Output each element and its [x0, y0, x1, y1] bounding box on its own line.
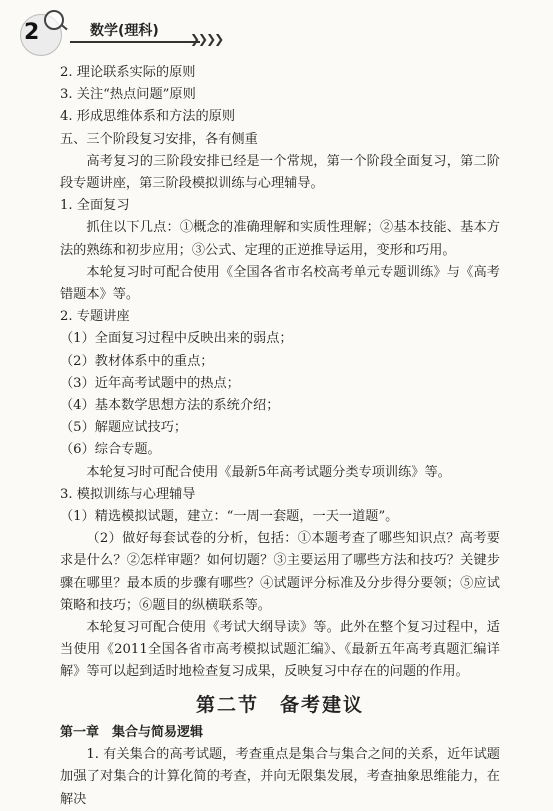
list-item: （5）解题应试技巧； [60, 420, 188, 436]
subject-title: 数学(理科) [90, 23, 159, 39]
principle-item: 4. 形成思维体系和方法的原则 [60, 109, 236, 125]
page-content [60, 62, 500, 811]
paragraph: 本轮复习可配合使用《考试大纲导读》等。此外在整个复习过程中，适当使用《2011全国各省市高考模拟试题汇编》、《最新五年高考真题汇编详解》等可以起到适时地检查复习成果，反映复习中存在的问题的作用。 [60, 620, 500, 680]
principle-item: 3. 关注“热点问题”原则 [60, 87, 196, 103]
subheading: 1. 全面复习 [60, 198, 130, 214]
magnifier-icon [44, 10, 64, 30]
list-item: （1）全面复习过程中反映出来的弱点； [60, 331, 293, 347]
page-number: 2 [24, 20, 40, 45]
subheading: 2. 专题讲座 [60, 309, 130, 325]
paragraph: 高考复习的三阶段安排已经是一个常规，第一个阶段全面复习，第二阶段专题讲座，第三阶段模拟训练与心理辅导。 [60, 153, 500, 192]
list-item: （4）基本数学思想方法的系统介绍； [60, 398, 280, 414]
chapter-title: 第一章 集合与简易逻辑 [60, 724, 204, 740]
list-item: （6）综合专题。 [60, 442, 161, 458]
paragraph: 1. 有关集合的高考试题，考查重点是集合与集合之间的关系，近年试题加强了对集合的计算化简的考查，并向无限集发展，考查抽象思维能力，在解决 [60, 747, 500, 807]
section-heading: 五、三个阶段复习安排，各有侧重 [60, 131, 258, 147]
paragraph: 抓住以下几点：①概念的准确理解和实质性理解；②基本技能、基本方法的熟练和初步应用；③公式、定理的正逆推导运用，变形和巧用。 [60, 220, 500, 258]
arrow-chevrons-icon: ❯❯❯❯ [190, 32, 223, 46]
paragraph: （2）做好每套试卷的分析，包括：①本题考查了哪些知识点？高考要求是什么？②怎样审题？如何切题？③主要运用了哪些方法和技巧？关键步骤在哪里？最本质的步骤有哪些？④试题评分标准及分步得分要领；⑤应试策略和技巧；⑥题目的纵横联系等。 [60, 531, 500, 613]
paragraph: 本轮复习时可配合使用《最新5年高考试题分类专项训练》等。 [86, 464, 451, 480]
list-item: （3）近年高考试题中的热点； [60, 375, 240, 391]
header-rule [70, 41, 200, 43]
principle-item: 2. 理论联系实际的原则 [60, 65, 196, 80]
page-header [10, 14, 550, 54]
list-item: （1）精选模拟试题，建立：“一周一套题，一天一道题”。 [60, 509, 399, 525]
section-title: 第二节 备考建议 [195, 693, 364, 716]
list-item: （2）教材体系中的重点； [60, 353, 214, 369]
subheading: 3. 模拟训练与心理辅导 [60, 486, 196, 502]
paragraph: 本轮复习时可配合使用《全国各省市名校高考单元专题训练》与《高考错题本》等。 [60, 264, 500, 303]
